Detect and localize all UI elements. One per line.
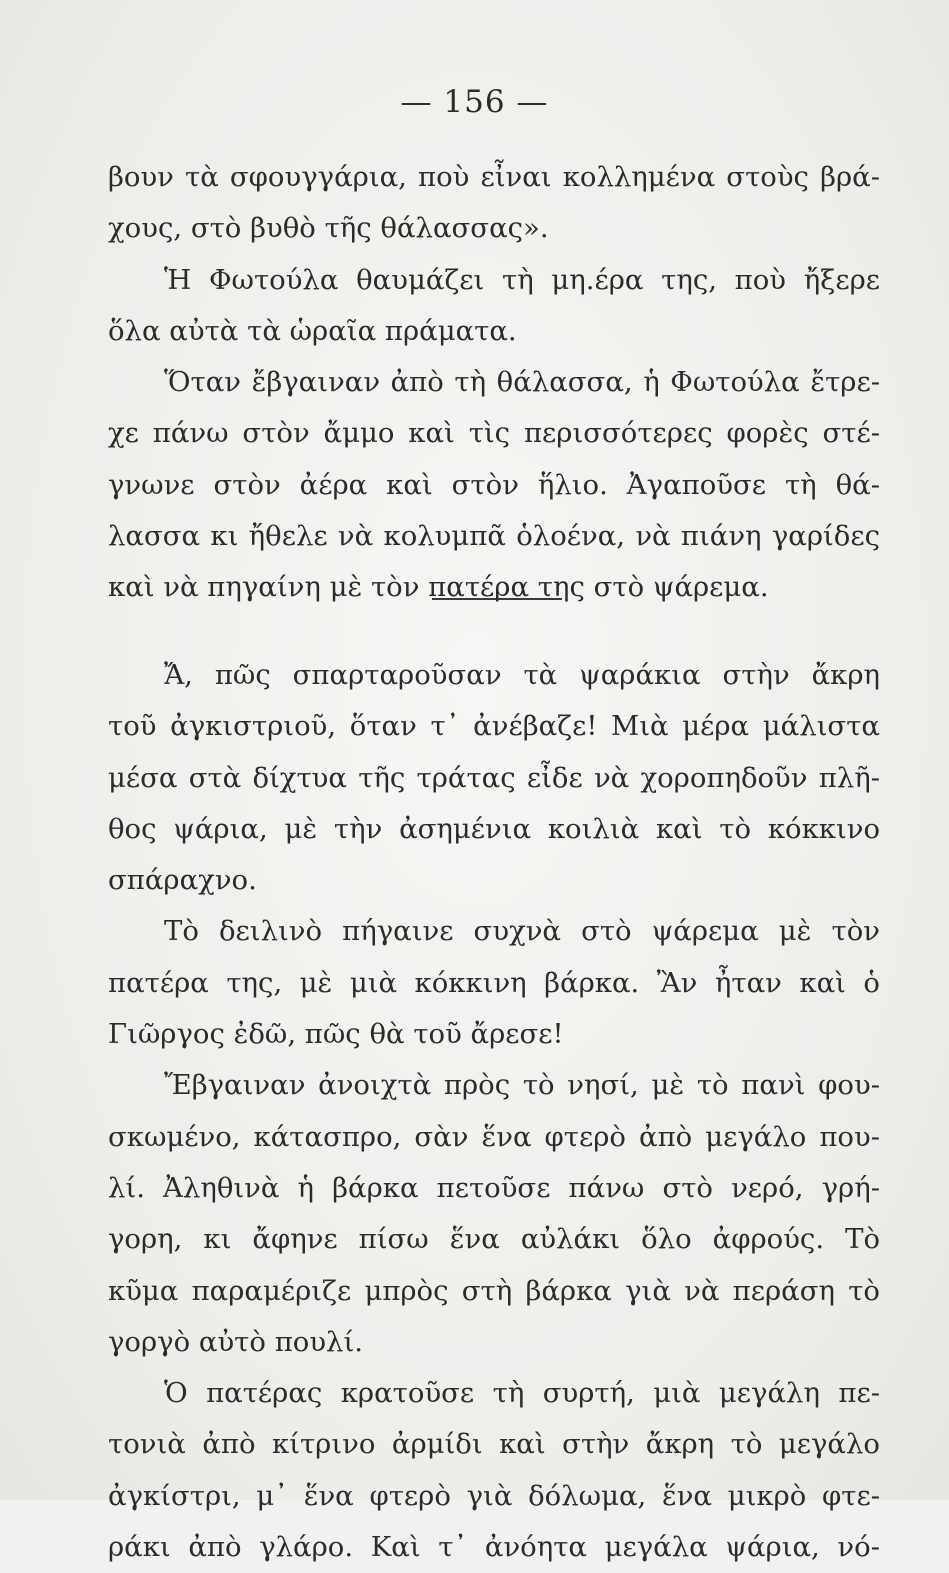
text-line: σπάραχνο. — [108, 864, 257, 897]
paragraph-block-2 — [108, 650, 880, 1573]
text-line: σκωμένο, κάτασπρο, σὰν ἕνα φτερὸ ἀπὸ μεγάλο που- — [108, 1120, 880, 1153]
text-line: τονιὰ ἀπὸ κίτρινο ἀρμίδι καὶ στὴν ἄκρη τὸ μεγάλο — [108, 1428, 880, 1461]
text-line: κῦμα παραμέριζε μπρὸς στὴ βάρκα γιὰ νὰ περάση τὸ — [108, 1274, 880, 1307]
text-line: Ἡ Φωτούλα θαυμάζει τὴ μη.έρα της, ποὺ ἤξερε — [164, 263, 880, 296]
text-line: γνωνε στὸν ἀέρα καὶ στὸν ἥλιο. Ἀγαποῦσε τὴ θά- — [108, 468, 880, 501]
text-line: ράκι ἀπὸ γλάρο. Καὶ τ᾿ ἀνόητα μεγάλα ψάρια, νό- — [108, 1531, 880, 1564]
text-line: τοῦ ἀγκιστριοῦ, ὅταν τ᾿ ἀνέβαζε! Μιὰ μέρα μάλιστα — [108, 710, 880, 743]
paragraph-block-1 — [108, 152, 880, 614]
section-divider — [432, 598, 562, 600]
text-line: καὶ νὰ πηγαίνη μὲ τὸν πατέρα της στὸ ψάρεμα. — [108, 571, 769, 604]
text-line: λί. Ἀληθινὰ ἡ βάρκα πετοῦσε πάνω στὸ νερό, γρή- — [108, 1171, 880, 1204]
page-number: — 156 — — [400, 84, 549, 120]
text-line: θος ψάρια, μὲ τὴν ἀσημένια κοιλιὰ καὶ τὸ κόκκινο — [108, 812, 880, 845]
text-line: λασσα κι ἤθελε νὰ κολυμπᾶ ὁλοένα, νὰ πιάνη γαρίδες — [108, 520, 880, 553]
text-line: Ἔβγαιναν ἀνοιχτὰ πρὸς τὸ νησί, μὲ τὸ πανὶ φου- — [164, 1069, 880, 1102]
text-line: γοργὸ αὐτὸ πουλί. — [108, 1325, 363, 1358]
text-line: χους, στὸ βυθὸ τῆς θάλασσας». — [108, 212, 549, 245]
text-line: Ὅταν ἔβγαιναν ἀπὸ τὴ θάλασσα, ἡ Φωτούλα ἔτρε- — [164, 366, 880, 399]
text-line: χε πάνω στὸν ἄμμο καὶ τὶς περισσότερες φορὲς στέ- — [108, 417, 880, 450]
text-line: Γιῶργος ἐδῶ, πῶς θὰ τοῦ ἄρεσε! — [108, 1018, 564, 1051]
text-line: ὅλα αὐτὰ τὰ ὡραῖα πράματα. — [108, 314, 517, 347]
text-line: ἀγκίστρι, μ᾿ ἕνα φτερὸ γιὰ δόλωμα, ἕνα μικρὸ φτε- — [108, 1479, 880, 1512]
text-line: Ἄ, πῶς σπαρταροῦσαν τὰ ψαράκια στὴν ἄκρη — [164, 659, 880, 691]
text-line: μέσα στὰ δίχτυα τῆς τράτας εἶδε νὰ χοροπηδοῦν πλῆ- — [108, 761, 880, 794]
text-line: πατέρα της, μὲ μιὰ κόκκινη βάρκα. Ἂν ἦταν καὶ ὁ — [108, 966, 880, 999]
text-line: Τὸ δειλινὸ πήγαινε συχνὰ στὸ ψάρεμα μὲ τὸν — [164, 915, 880, 948]
text-line: βουν τὰ σφουγγάρια, ποὺ εἶναι κολλημένα στοὺς βρά- — [108, 161, 880, 193]
text-line: Ὁ πατέρας κρατοῦσε τὴ συρτή, μιὰ μεγάλη πε- — [164, 1377, 880, 1410]
text-line: γορη, κι ἄφηνε πίσω ἕνα αὐλάκι ὅλο ἀφρούς. Τὸ — [108, 1223, 880, 1256]
